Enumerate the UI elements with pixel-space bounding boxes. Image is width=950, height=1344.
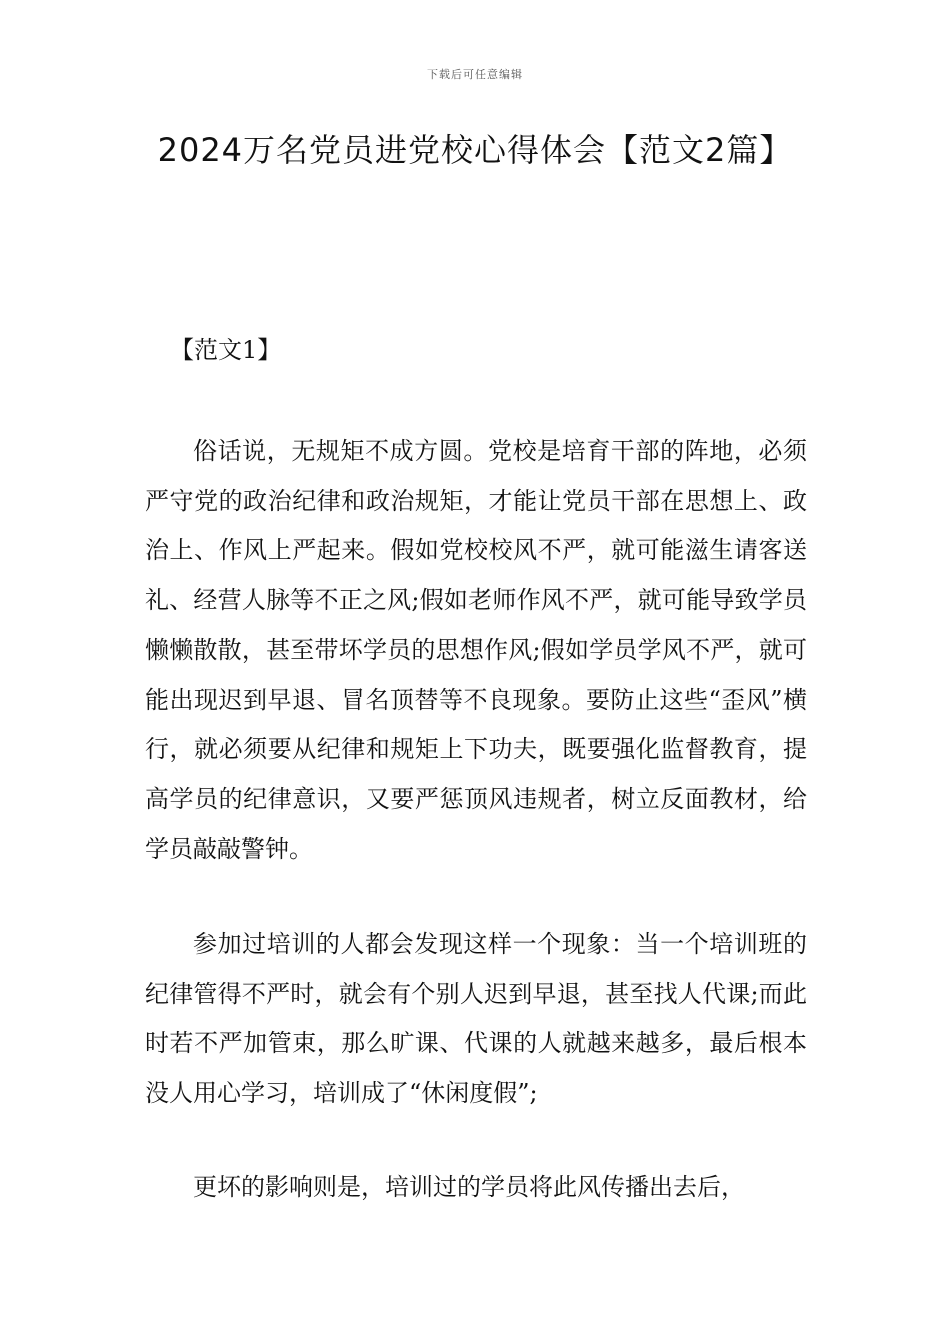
document-title: 2024万名党员进党校心得体会【范文2篇】 bbox=[157, 131, 793, 169]
section-label: 【范文1】 bbox=[170, 336, 282, 364]
paragraph-1: 俗话说，无规矩不成方圆。党校是培育干部的阵地，必须严守党的政治纪律和政治规矩，才能让党员干部在思想上、政治上、作风上严起来。假如党校校风不严，就可能滋生请客送礼、经营人脉等不正之风;假如老师作风不严，就可能导致学员懒懒散散，甚至带坏学员的思想作风;假如学员学风不严，就可能出现迟到早退、冒名顶替等不良现象。要防止这些“歪风”横行，就必须要从纪律和规矩上下功夫，既要强化监督教育，提高学员的纪律意识，又要严惩顶风违规者，树立反面教材，给学员敲敲警钟。 bbox=[145, 437, 807, 863]
paragraph-3: 更坏的影响则是，培训过的学员将此风传播出去后， bbox=[193, 1173, 745, 1201]
paragraph-2: 参加过培训的人都会发现这样一个现象：当一个培训班的纪律管得不严时，就会有个别人迟到早退，甚至找人代课;而此时若不严加管束，那么旷课、代课的人就越来越多，最后根本没人用心学习，培训成了“休闲度假”; bbox=[145, 930, 807, 1108]
watermark-text: 下载后可任意编辑 bbox=[427, 68, 523, 81]
